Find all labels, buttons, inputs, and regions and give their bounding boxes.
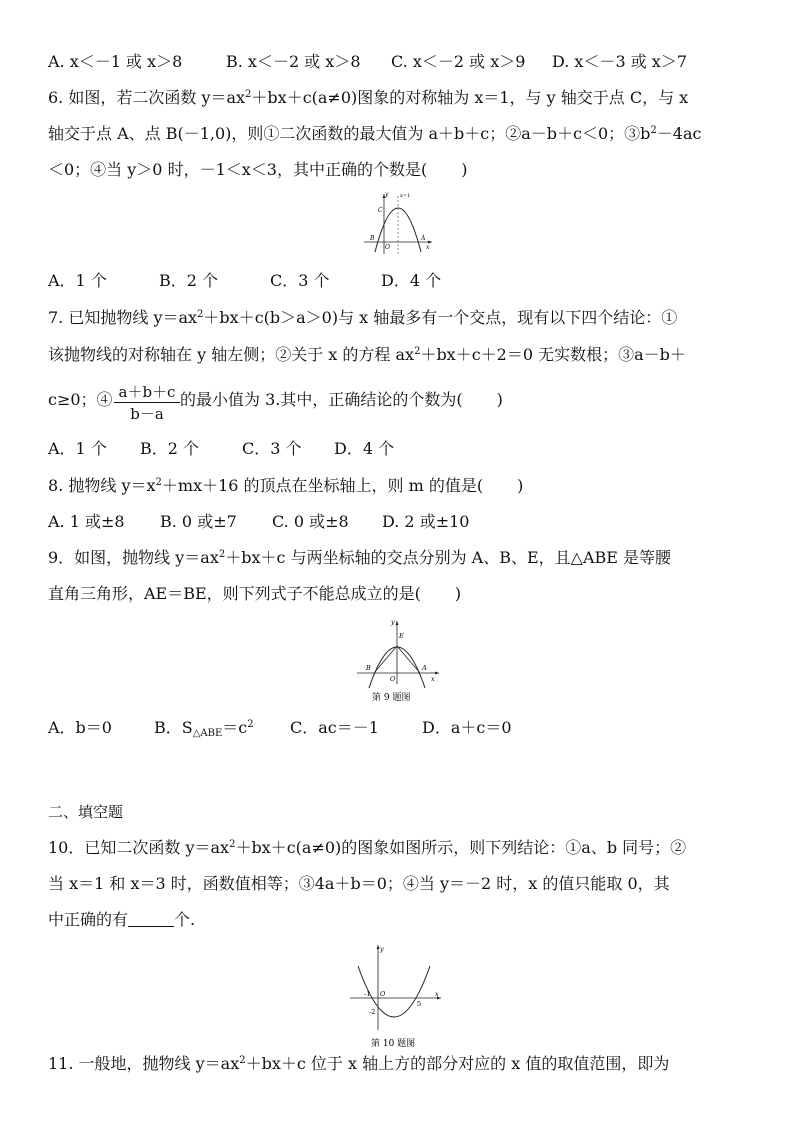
q6-option-a: A．1 个 <box>48 271 107 290</box>
q6-option-d: D．4 个 <box>381 271 442 290</box>
q7-fraction-denominator: b－a <box>130 405 164 423</box>
q6-label-b: B <box>370 235 375 242</box>
q9-label-x: x <box>431 675 435 683</box>
q7-line-3-left: c≥0；④ <box>48 390 113 409</box>
q10-line-3: 中正确的有 个. <box>48 910 196 929</box>
q6-label-axis: x=1 <box>400 193 411 199</box>
q6-label-c: C <box>378 207 383 214</box>
q9-segment-ea <box>397 646 420 673</box>
q9-option-c: C．ac＝－1 <box>290 718 379 737</box>
q6-option-c: C．3 个 <box>270 271 330 290</box>
q5-option-a: A. x＜－1 或 x＞8 <box>48 52 183 71</box>
q10-label-neg2: -2 <box>369 1008 376 1016</box>
q6-figure <box>362 190 434 256</box>
q9-line-2: 直角三角形，AE＝BE，则下列式子不能总成立的是( ) <box>48 584 462 603</box>
q9-label-e: E <box>399 632 404 640</box>
q10-label-x: x <box>435 990 439 998</box>
q6-line-3: ＜0；④当 y＞0 时，－1＜x＜3，其中正确的个数是( ) <box>48 160 468 179</box>
q10-label-y: y <box>380 945 384 953</box>
q8-line-1: 8. 抛物线 $y=x^2+mx+16$ 的顶点在坐标轴上，则 m 的值是( ) <box>48 476 524 495</box>
q8-option-a: A. 1 或±8 <box>48 512 125 531</box>
q7-fraction <box>114 383 180 423</box>
q9-option-a: A．b＝0 <box>48 718 112 737</box>
q9-x-arrow-icon <box>435 672 439 675</box>
q6-line-2: 轴交于点 A、点 B(－1,0)，则①二次函数的最大值为 a＋b＋c；②a－b＋c＜0；$③b^2-4ac$ <box>48 124 702 143</box>
q6-label-o: O <box>385 244 390 251</box>
q6-line-1: 6. 如图，若二次函数 $y=ax^2+bx+c(a\ne 0)$图象的对称轴为 x＝1，与 y 轴交于点 C，与 x <box>48 88 689 107</box>
q7-option-a: A．1 个 <box>48 439 107 458</box>
q7-options <box>48 439 394 459</box>
q5-option-d: D. x＜－3 或 x＞7 <box>552 52 688 71</box>
q9-segment-be <box>374 646 397 673</box>
q9-figure <box>355 618 445 706</box>
q8-option-c: C. 0 或±8 <box>272 512 349 531</box>
q7-option-c: C．3 个 <box>242 439 302 458</box>
q5-option-c: C. x＜－2 或 x＞9 <box>391 52 526 71</box>
q10-label-5: 5 <box>417 1000 422 1008</box>
q8-option-d: D. 2 或±10 <box>382 512 470 531</box>
q9-option-d: D．a＋c＝0 <box>422 718 512 737</box>
q9-option-b: B．$S_{\triangle ABE}=c^2$ <box>154 718 254 739</box>
q9-label-y: y <box>391 618 395 626</box>
q9-label-o: O <box>390 675 396 683</box>
q7-line-1: 7. 已知抛物线 $y=ax^2+bx+c(b>a>0)$与 x 轴最多有一个交点，现有以下四个结论：① <box>48 308 678 327</box>
q10-label-o: O <box>380 990 386 998</box>
q6-label-a: A <box>421 235 426 242</box>
q6-label-y: y <box>385 191 389 198</box>
q10-answer-blank[interactable] <box>128 912 174 927</box>
q11-line-1: 11. 一般地，抛物线 $y=ax^2+bx+c$ 位于 x 轴上方的部分对应的 x 值的取值范围，即为 <box>48 1054 670 1073</box>
q8-option-b: B. 0 或±7 <box>160 512 237 531</box>
q9-caption: 第 9 题图 <box>372 693 411 703</box>
q9-label-a: A <box>422 664 427 672</box>
q7-option-b: B．2 个 <box>140 439 200 458</box>
q5-option-b: B. x＜－2 或 x＞8 <box>226 52 361 71</box>
q10-figure <box>345 942 445 1052</box>
q7-fraction-numerator: a＋b＋c <box>114 383 180 403</box>
q10-line-2: 当 x＝1 和 x＝3 时，函数值相等；③4a＋b＝0；④当 y＝－2 时，x 的值只能取 0，其 <box>48 874 670 893</box>
q6-options <box>48 271 441 291</box>
q9-label-b: B <box>366 664 371 672</box>
q6-option-b: B．2 个 <box>159 271 219 290</box>
q7-option-d: D．4 个 <box>334 439 395 458</box>
q9-line-1: 9．如图，抛物线 $y=ax^2+bx+c$ 与两坐标轴的交点分别为 A、B、E，且△ABE 是等腰 <box>48 548 672 567</box>
q8-options <box>48 512 469 532</box>
q10-label-neg1: -1 <box>364 990 371 998</box>
section-title-fill-in: 二、填空题 <box>48 803 124 821</box>
q9-y-arrow-icon <box>396 621 399 625</box>
q9-options <box>48 718 512 738</box>
q7-line-3-right: 的最小值为 3.其中，正确结论的个数为( ) <box>180 390 503 409</box>
q6-label-x: x <box>426 244 430 251</box>
q7-line-2: 该抛物线的对称轴在 y 轴左侧；②关于 x 的方程 $ax^2+bx+c+2=0$ 无实数根；③a－b＋ <box>48 345 686 364</box>
q10-caption: 第 10 题图 <box>371 1039 416 1049</box>
q10-line-1: 10．已知二次函数 $y=ax^2+bx+c(a\ne 0)$的图象如图所示，则下列结论：①a、b 同号；② <box>48 838 687 857</box>
q5-options <box>48 52 687 72</box>
